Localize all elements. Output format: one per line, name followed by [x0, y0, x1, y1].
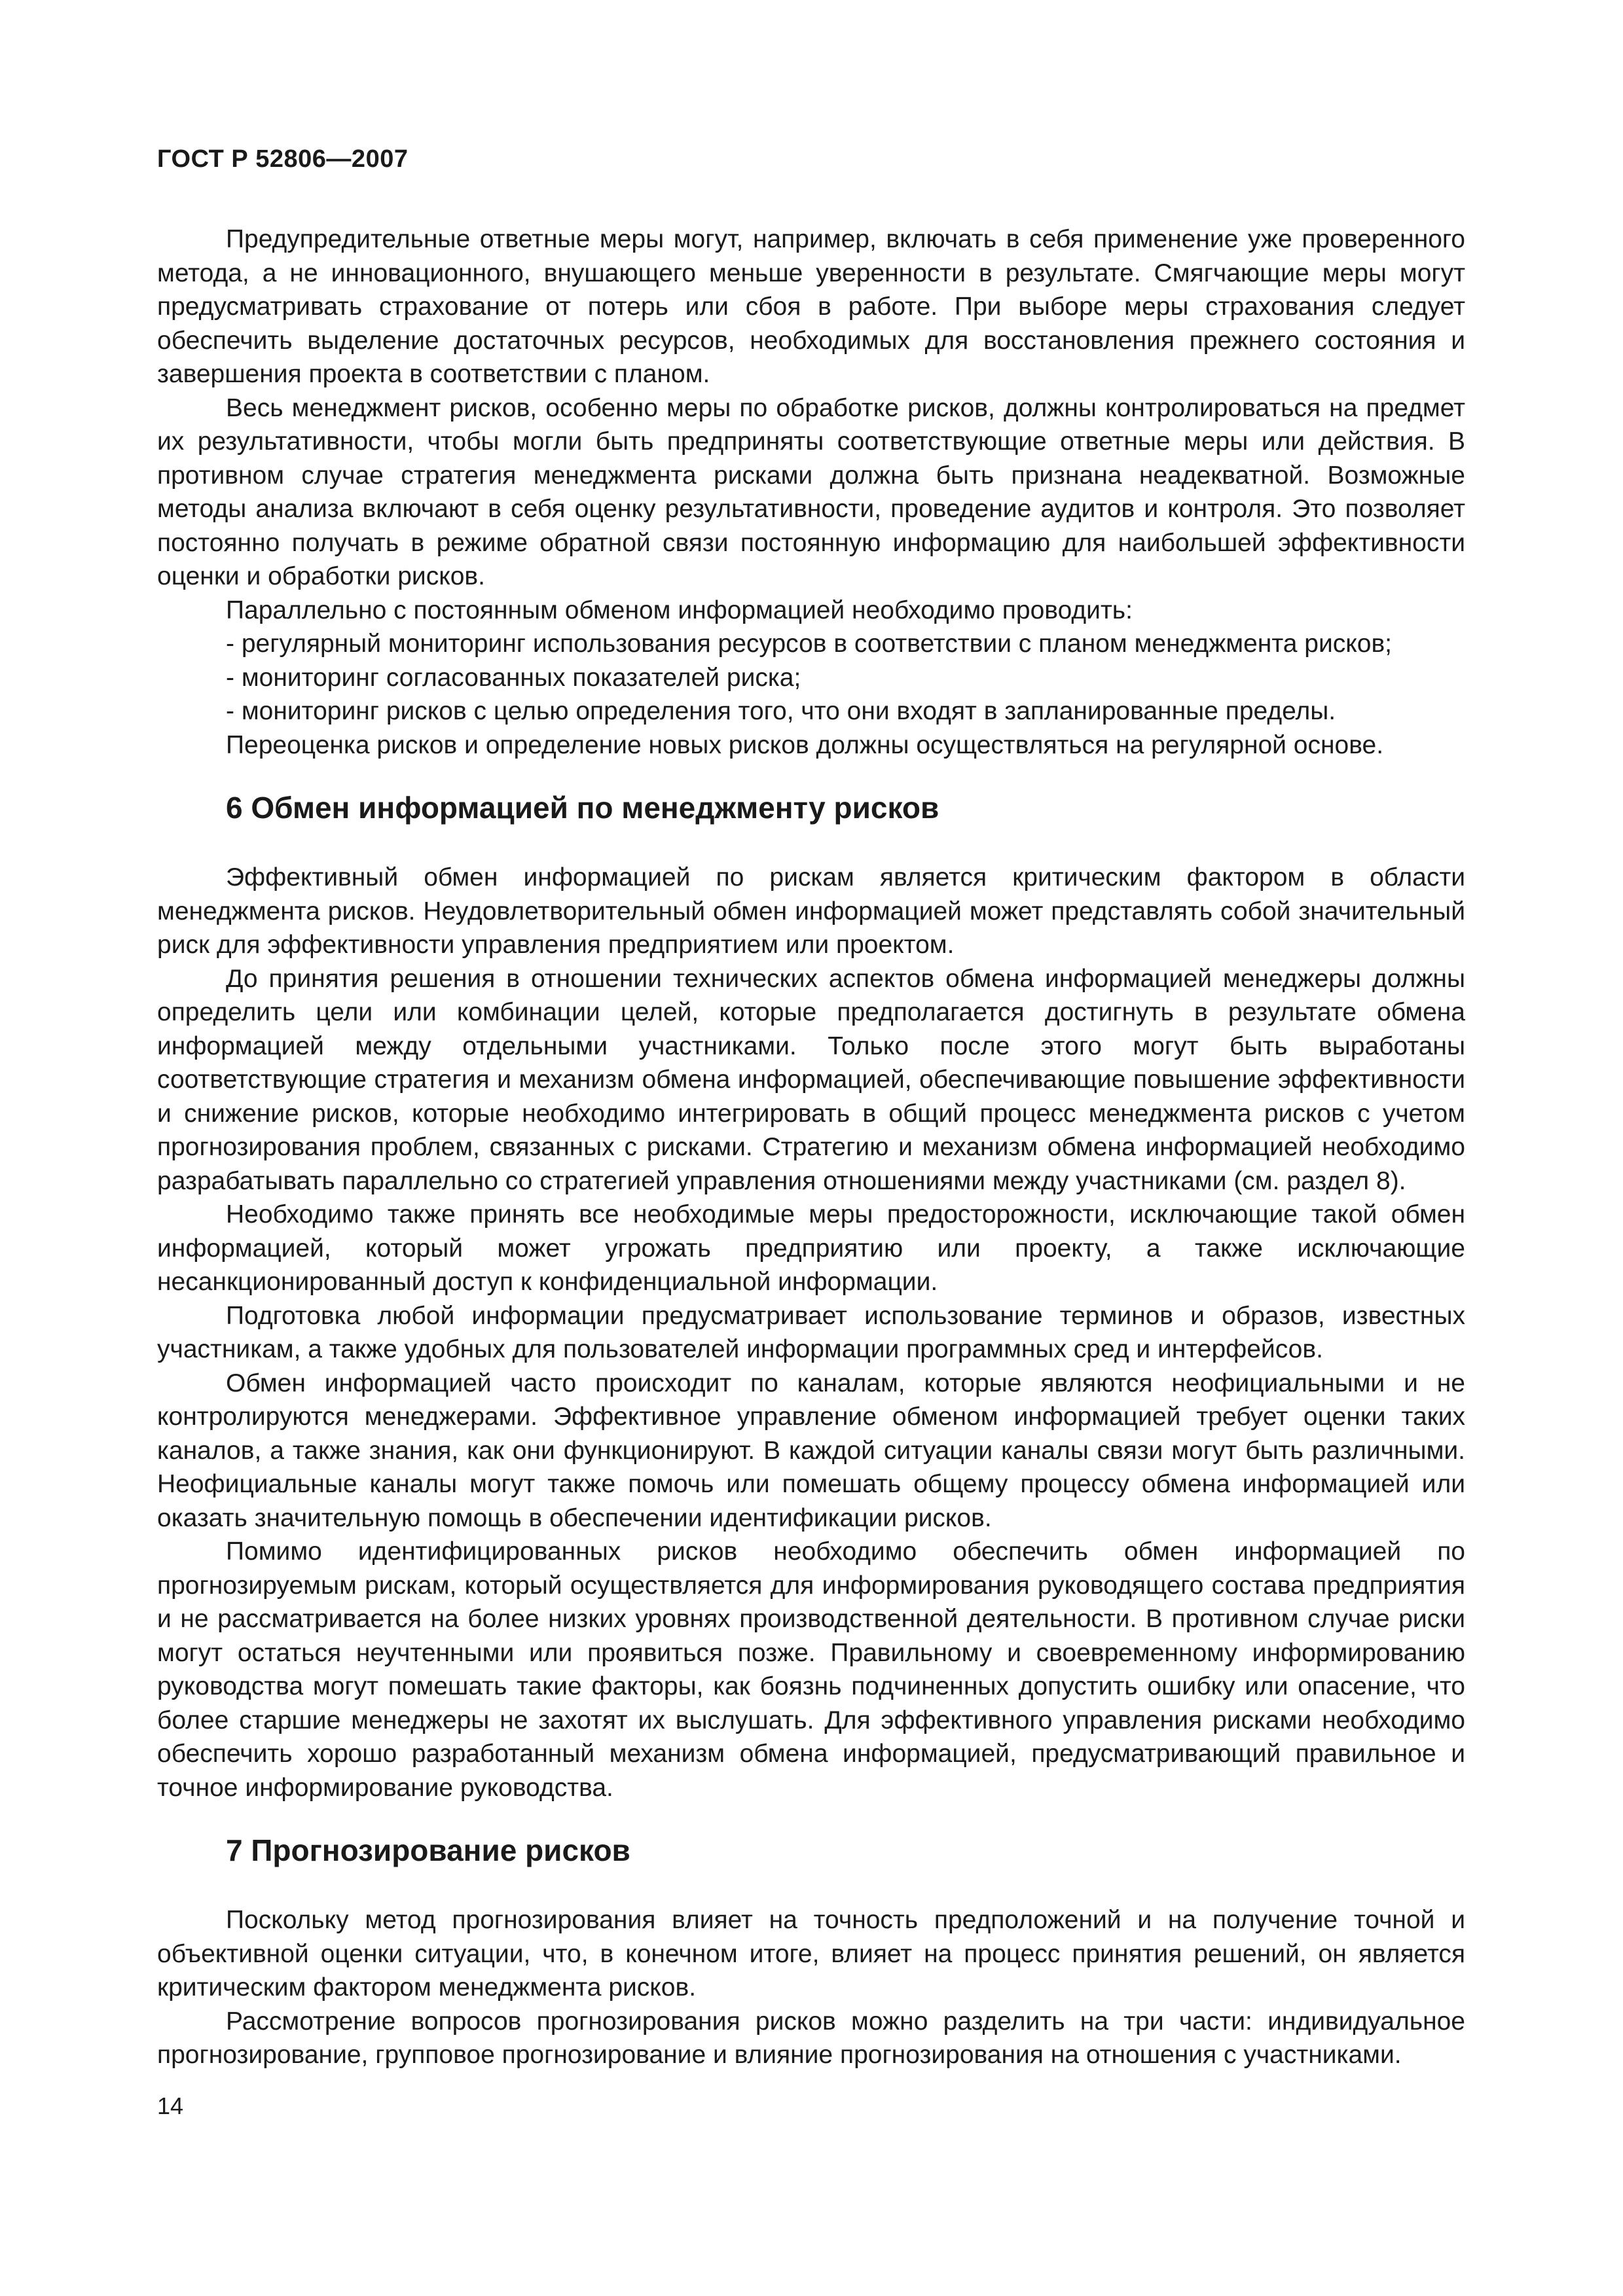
paragraph: До принятия решения в отношении технических аспектов обмена информацией менеджеры должны определить цели или комбинации целей, которые предполагается достигнуть в результате обмена информацией между отдельными участниками. Только после этого могут быть выработаны соответствующие стратегия и механизм обмена информацией, обеспечивающие повышение эффективности и снижение рисков, которые необходимо интегрировать в общий процесс менеджмента рисков с учетом прогнозирования проблем, связанных с рисками. Стратегию и механизм обмена информацией необходимо разрабатывать параллельно со стратегией управления отношениями между участниками (см. раздел 8). [157, 964, 1465, 1195]
paragraph: Поскольку метод прогнозирования влияет на точность предположений и на получение точной и объективной оценки ситуации, что, в конечном итоге, влияет на процесс принятия решений, он является критическим фактором менеджмента рисков. [157, 1906, 1465, 2001]
paragraph: Помимо идентифицированных рисков необходимо обеспечить обмен информацией по прогнозируемым рискам, который осуществляется для информирования руководящего состава предприятия и не рассматривается на более низких уровнях производственной деятельности. В противном случае риски могут остаться неучтенными или проявиться позже. Правильному и своевременному информированию руководства могут помешать такие факторы, как боязнь подчиненных допустить ошибку или опасение, что более старшие менеджеры не захотят их выслушать. Для эффективного управления рисками необходимо обеспечить хорошо разработанный механизм обмена информацией, предусматривающий правильное и точное информирование руководства. [157, 1537, 1465, 1802]
paragraph: Обмен информацией часто происходит по каналам, которые являются неофициальными и не контролируются менеджерами. Эффективное управление обменом информацией требует оценки таких каналов, а также знания, как они функционируют. В каждой ситуации каналы связи могут быть различными. Неофициальные каналы могут также помочь или помешать общему процессу обмена информацией или оказать значительную помощь в обеспечении идентификации рисков. [157, 1369, 1465, 1532]
list-item: - мониторинг рисков с целью определения того, что они входят в запланированные пределы. [226, 697, 1336, 725]
paragraph: Параллельно с постоянным обменом информацией необходимо проводить: [226, 596, 1133, 624]
paragraph: Необходимо также принять все необходимые меры предосторожности, исключающие такой обмен информацией, который может угрожать предприятию или проекту, а также исключающие несанкционированный доступ к конфиденциальной информации. [157, 1200, 1465, 1296]
paragraph: Эффективный обмен информацией по рискам является критическим фактором в области менеджмента рисков. Неудовлетворительный обмен информацией может представлять собой значительный риск для эффективности управления предприятием или проектом. [157, 863, 1465, 959]
document-header: ГОСТ Р 52806—2007 [157, 145, 409, 173]
paragraph: Рассмотрение вопросов прогнозирования рисков можно разделить на три части: индивидуальное прогнозирование, групповое прогнозирование и влияние прогнозирования на отношения с участниками. [157, 2007, 1465, 2069]
paragraph: Переоценка рисков и определение новых рисков должны осуществляться на регулярной основе. [226, 730, 1384, 759]
section-heading: 6 Обмен информацией по менеджменту рисков [226, 791, 939, 825]
paragraph: Весь менеджмент рисков, особенно меры по обработке рисков, должны контролироваться на предмет их результативности, чтобы могли быть предприняты соответствующие ответные меры или действия. В противном случае стратегия менеджмента рисками должна быть признана неадекватной. Возможные методы анализа включают в себя оценку результативности, проведение аудитов и контроля. Это позволяет постоянно получать в режиме обратной связи постоянную информацию для наибольшей эффективности оценки и обработки рисков. [157, 393, 1465, 590]
page-number: 14 [157, 2092, 184, 2119]
document-body [157, 223, 1465, 2072]
section-heading: 7 Прогнозирование рисков [226, 1833, 630, 1867]
paragraph: Подготовка любой информации предусматривает использование терминов и образов, известных участникам, а также удобных для пользователей информации программных сред и интерфейсов. [157, 1301, 1465, 1363]
paragraph: Предупредительные ответные меры могут, например, включать в себя применение уже проверенного метода, а не инновационного, внушающего меньше уверенности в результате. Смягчающие меры могут предусматривать страхование от потерь или сбоя в работе. При выборе меры страхования следует обеспечить выделение достаточных ресурсов, необходимых для восстановления прежнего состояния и завершения проекта в соответствии с планом. [157, 225, 1465, 388]
list-item: - регулярный мониторинг использования ресурсов в соответствии с планом менеджмента рисков; [226, 630, 1393, 658]
list-item: - мониторинг согласованных показателей риска; [226, 663, 801, 692]
